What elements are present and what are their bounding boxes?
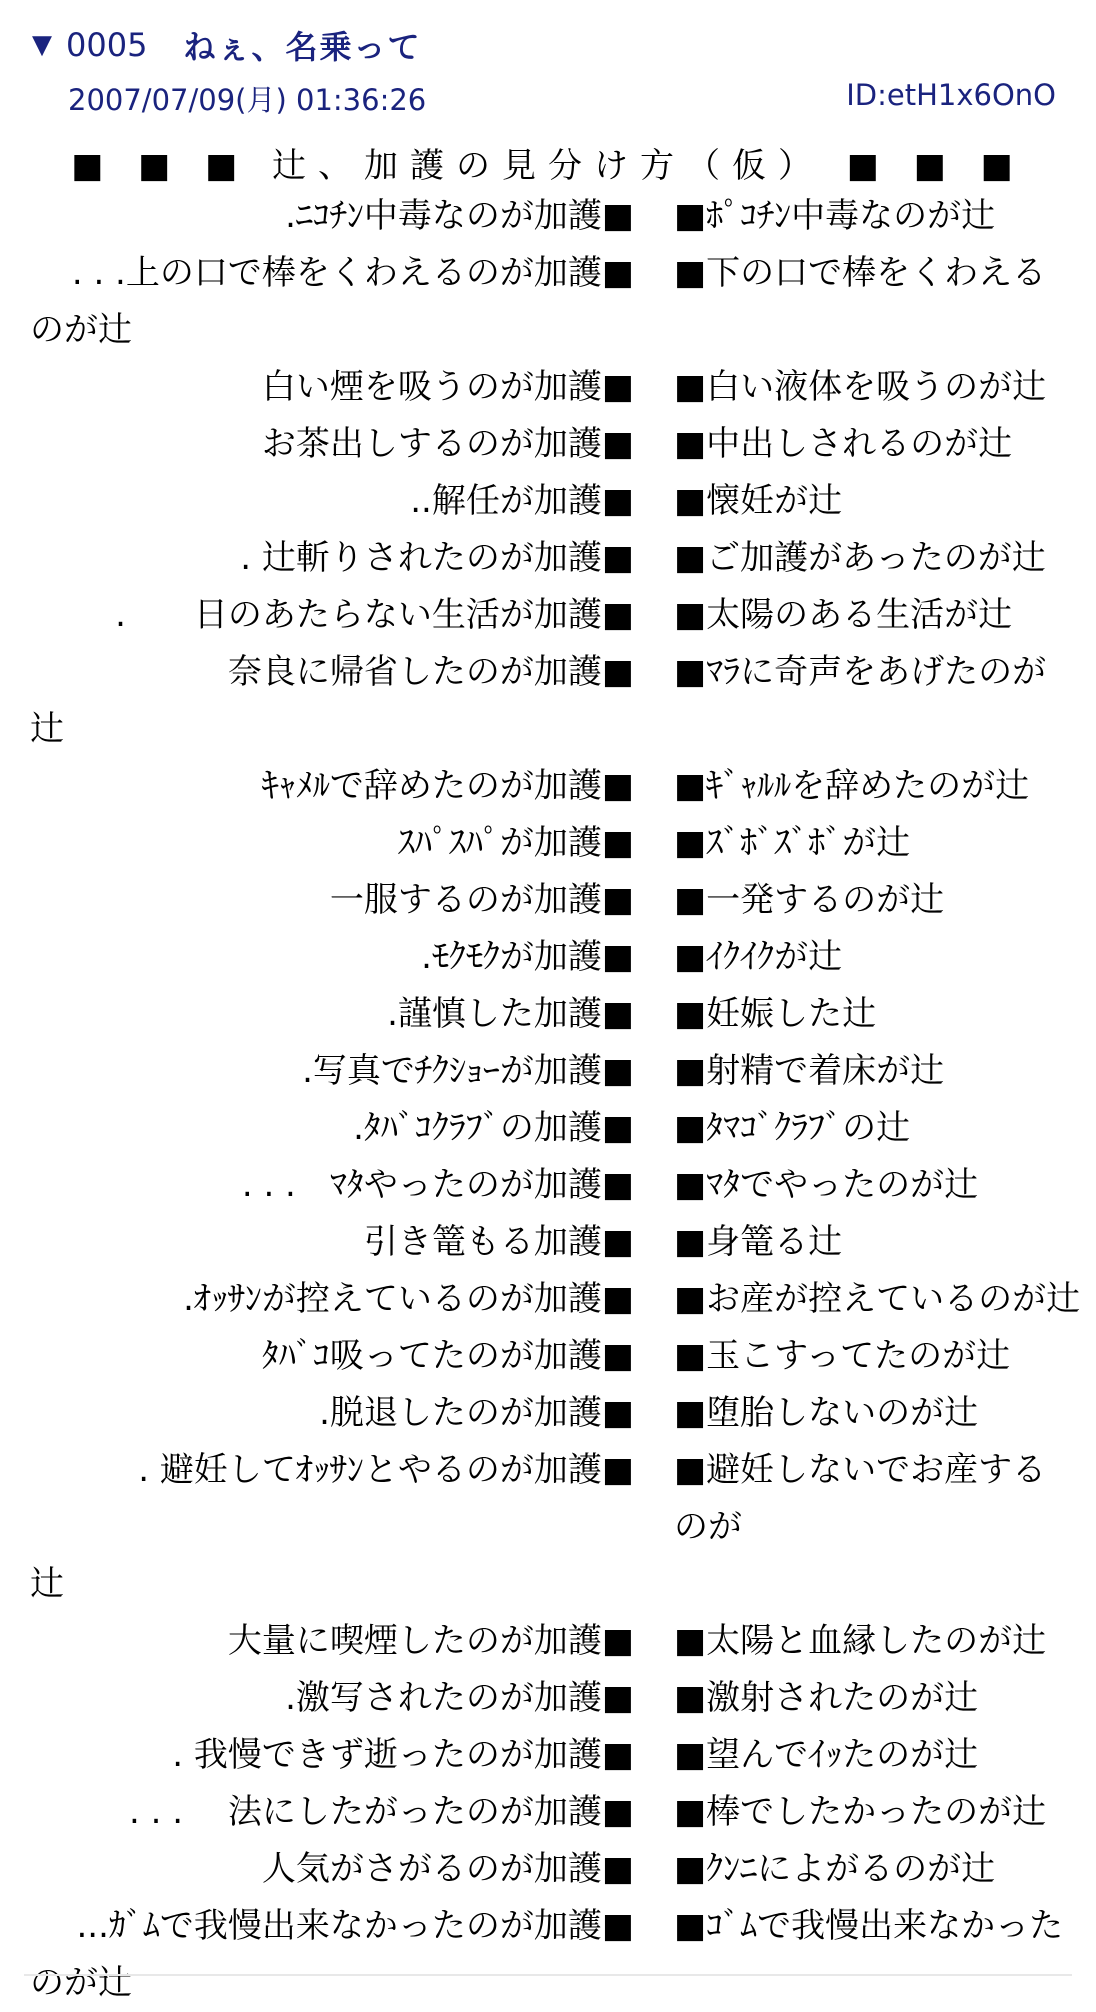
line-right-text: ■中出しされるのが辻 [674, 424, 1013, 464]
line-right-text: ■太陽のある生活が辻 [674, 595, 1013, 635]
body-line [30, 1100, 1066, 1157]
line-right-text: ■玉こすってたのが辻 [674, 1336, 1011, 1376]
line-left-text: . . . 法にしたがったのが加護■ [129, 1792, 634, 1832]
line-right-text: ■射精で着床が辻 [674, 1051, 945, 1091]
line-right-text: ■望んでｲｯたのが辻 [674, 1735, 979, 1775]
body-line [30, 245, 1066, 359]
line-left-text: 奈良に帰省したのが加護■ [227, 652, 634, 692]
body-line [30, 1214, 1066, 1271]
line-right-text: ■ｽﾞﾎﾞｽﾞﾎﾞが辻 [674, 823, 911, 863]
line-right-text: ■避妊しないでお産するのが [674, 1450, 1047, 1547]
line-left-text: ..解任が加護■ [410, 481, 634, 521]
body-line [30, 872, 1066, 929]
line-left-text: . . . ﾏﾀやったのが加護■ [241, 1165, 634, 1205]
body-line [30, 929, 1066, 986]
line-right-text: ■ｸﾝﾆによがるのが辻 [674, 1849, 996, 1889]
line-left-text: 引き篭もる加護■ [363, 1222, 634, 1262]
body-line [30, 644, 1066, 758]
line-continuation-text: 辻 [30, 1564, 64, 1604]
line-left-text: ﾀﾊﾞｺ吸ってたのが加護■ [261, 1336, 634, 1376]
line-right-text: ■ご加護があったのが辻 [674, 538, 1046, 578]
line-right-text: ■ﾎﾟｺﾁﾝ中毒なのが辻 [674, 196, 996, 236]
line-left-text: ...ｶﾞﾑで我慢出来なかったのが加護■ [76, 1906, 634, 1946]
body-line [30, 416, 1066, 473]
line-continuation-text: 辻 [30, 709, 64, 749]
line-left-text: 一服するのが加護■ [329, 880, 634, 920]
line-left-text: ｽﾊﾟｽﾊﾟが加護■ [397, 823, 634, 863]
body-line [30, 1898, 1066, 2012]
post-header [32, 22, 421, 68]
line-right-text: ■ｷﾞｬﾙﾙを辞めたのが辻 [674, 766, 1030, 806]
poster-name: ねぇ、名乗って [183, 28, 422, 66]
line-left-text: .ｵｯｻﾝが控えているのが加護■ [183, 1279, 634, 1319]
line-left-text: .ﾆｺﾁﾝ中毒なのが加護■ [285, 196, 634, 236]
line-right-text: ■ﾀﾏｺﾞｸﾗﾌﾞの辻 [674, 1108, 911, 1148]
line-left-text: .写真でﾁｸｼｮｰが加護■ [302, 1051, 634, 1091]
line-right-text: ■身篭る辻 [674, 1222, 843, 1262]
body-line [30, 587, 1066, 644]
body-line [30, 473, 1066, 530]
line-left-text: .ﾓｸﾓｸが加護■ [421, 937, 634, 977]
body-line [30, 1727, 1066, 1784]
line-right-text: ■白い液体を吸うのが辻 [674, 367, 1047, 407]
line-left-text: . 避妊してｵｯｻﾝとやるのが加護■ [138, 1450, 634, 1490]
body-line [30, 530, 1066, 587]
line-right-text: ■棒でしたかったのが辻 [674, 1792, 1047, 1832]
line-right-text: ■妊娠した辻 [674, 994, 877, 1034]
line-left-text: . 我慢できず逝ったのが加護■ [172, 1735, 634, 1775]
line-left-text: .激写されたのが加護■ [285, 1678, 634, 1718]
line-left-text: 人気がさがるのが加護■ [261, 1849, 634, 1889]
line-right-text: ■太陽と血縁したのが辻 [674, 1621, 1047, 1661]
line-left-text: 白い煙を吸うのが加護■ [261, 367, 634, 407]
line-left-text: . 日のあたらない生活が加護■ [115, 595, 634, 635]
post-number[interactable]: 0005 [66, 26, 148, 64]
body-line [30, 1613, 1066, 1670]
line-right-text: ■ﾏﾗに奇声をあげたのが [674, 652, 1047, 692]
line-left-text: ｷｬﾒﾙで辞めたのが加護■ [261, 766, 634, 806]
body-line [30, 1328, 1066, 1385]
post-body [30, 188, 1081, 2012]
body-line [30, 1670, 1066, 1727]
body-line [30, 1442, 1066, 1613]
poster-id[interactable]: ID:etH1x6OnO [846, 78, 1056, 112]
body-line [30, 188, 1066, 245]
body-line [30, 986, 1066, 1043]
body-line [30, 1271, 1081, 1328]
line-right-text: ■激射されたのが辻 [674, 1678, 979, 1718]
line-left-text: . . .上の口で棒をくわえるのが加護■ [71, 253, 634, 293]
line-right-text: ■下の口で棒をくわえる [674, 253, 1047, 293]
line-right-text: ■ﾏﾀでやったのが辻 [674, 1165, 979, 1205]
body-line [30, 1385, 1066, 1442]
body-line [30, 1841, 1066, 1898]
line-right-text: ■堕胎しないのが辻 [674, 1393, 979, 1433]
line-right-text: ■お産が控えているのが辻 [674, 1279, 1081, 1319]
body-line [30, 359, 1066, 416]
line-left-text: お茶出しするのが加護■ [261, 424, 634, 464]
body-line [30, 758, 1066, 815]
line-left-text: .脱退したのが加護■ [319, 1393, 634, 1433]
post-separator [24, 1974, 1072, 1976]
line-right-text: ■ｺﾞﾑで我慢出来なかった [674, 1906, 1064, 1946]
line-right-text: ■懐妊が辻 [674, 481, 843, 521]
line-left-text: 大量に喫煙したのが加護■ [227, 1621, 634, 1661]
line-right-text: ■ｲｸｲｸが辻 [674, 937, 843, 977]
line-left-text: .謹慎した加護■ [387, 994, 634, 1034]
post-date: 2007/07/09(月) 01:36:26 [68, 83, 427, 117]
body-line [30, 1043, 1066, 1100]
collapse-triangle-icon[interactable]: ▼ [32, 30, 52, 60]
line-left-text: . 辻斬りされたのが加護■ [240, 538, 634, 578]
line-right-text: ■一発するのが辻 [674, 880, 945, 920]
line-continuation-text: のが辻 [30, 310, 132, 350]
body-line [30, 1157, 1066, 1214]
body-line [30, 1784, 1066, 1841]
line-left-text: .ﾀﾊﾞｺｸﾗﾌﾞの加護■ [353, 1108, 634, 1148]
post-title: ■ ■ ■ 辻、加護の見分け方（仮） ■ ■ ■ [71, 146, 1025, 186]
body-line [30, 815, 1066, 872]
line-continuation-text: のが辻 [30, 1963, 132, 2003]
